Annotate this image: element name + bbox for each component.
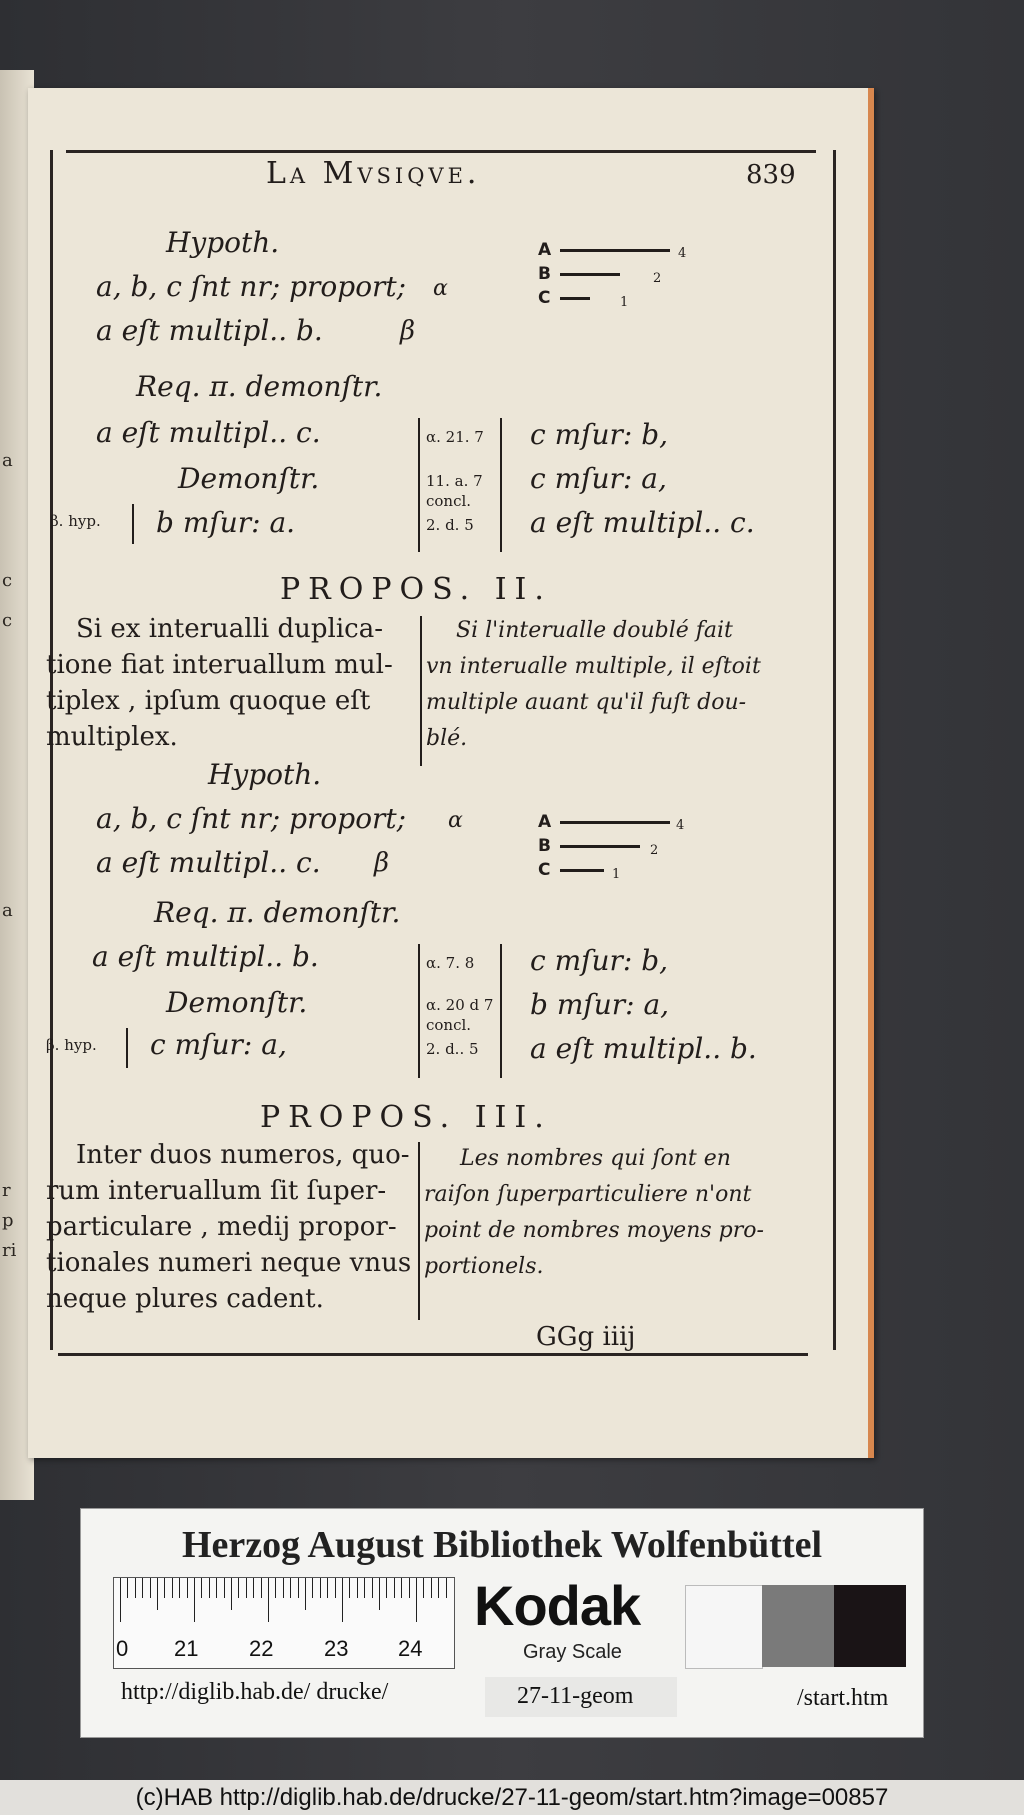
column-rule <box>418 418 420 552</box>
reference: 2. d. 5 <box>426 516 474 534</box>
ruler-tick <box>386 1578 387 1598</box>
ruler-tick <box>364 1578 365 1598</box>
ruler-tick <box>261 1578 262 1598</box>
latin-text-line: tionales numeri neque vnus <box>46 1248 412 1278</box>
ruler-tick <box>135 1578 136 1598</box>
reference: α. 7. 8 <box>426 954 475 972</box>
ruler-tick <box>379 1578 380 1610</box>
hypoth-line: a eſt multipl.. c. <box>96 846 321 879</box>
column-rule <box>126 1028 128 1068</box>
ruler-number: 22 <box>249 1636 274 1661</box>
french-text-line: multiple auant qu'il fuſt dou- <box>426 690 747 715</box>
label-beta: β <box>374 848 390 878</box>
french-text-line: portionels. <box>424 1254 544 1279</box>
ruler-tick <box>194 1578 195 1622</box>
edge-fragment: c <box>2 570 13 591</box>
url-prefix: http://diglib.hab.de/ drucke/ <box>121 1679 389 1705</box>
hypoth-label: Hypoth. <box>166 226 280 259</box>
ruler-tick <box>357 1578 358 1598</box>
ruler-tick <box>290 1578 291 1598</box>
edge-fragment: a <box>2 450 13 471</box>
ruler-tick <box>150 1578 151 1598</box>
signature-mark: GGg iiij <box>536 1322 636 1352</box>
reference: concl. <box>426 1016 472 1034</box>
ruler-number: 23 <box>324 1636 349 1661</box>
hypoth-label: Hypoth. <box>208 758 322 791</box>
ruler-tick <box>283 1578 284 1598</box>
segment-value: 1 <box>620 295 629 310</box>
latin-text-line: tiplex , ipſum quoque eſt <box>46 686 371 716</box>
ruler-number: 21 <box>174 1636 199 1661</box>
ruler-tick <box>201 1578 202 1598</box>
segment-c <box>560 869 604 872</box>
requirement-label: Req. π. demonſtr. <box>154 896 401 929</box>
label-beta: β <box>400 316 416 346</box>
latin-text-line: tione fiat interuallum mul- <box>46 650 393 680</box>
segment-b <box>560 845 640 848</box>
segment-value: 2 <box>650 843 659 858</box>
ruler-tick <box>268 1578 269 1622</box>
gray-scale-label: Gray Scale <box>523 1641 622 1663</box>
ruler-tick <box>209 1578 210 1598</box>
french-text-line: vn interualle multiple, il eſtoit <box>426 654 761 679</box>
french-text-line: Si l'interualle doublé fait <box>456 618 733 643</box>
url-suffix: /start.htm <box>797 1685 889 1711</box>
kodak-logo: Kodak <box>474 1574 641 1637</box>
ruler-tick <box>342 1578 343 1622</box>
edge-fragment: p <box>2 1210 14 1231</box>
ruler-tick <box>372 1578 373 1598</box>
latin-text-line: Si ex interualli duplica- <box>76 614 383 644</box>
latin-text-line: multiplex. <box>46 722 178 752</box>
hypothesis-reference: β. hyp. <box>50 512 101 530</box>
statement: a eſt multipl.. b. <box>530 1032 757 1065</box>
segment-a <box>560 249 670 252</box>
ruler-tick <box>446 1578 447 1598</box>
demonstration-label: Demonſtr. <box>178 462 320 495</box>
ruler-tick <box>157 1578 158 1610</box>
proposition-heading: PROPOS. III. <box>260 1100 552 1135</box>
reference: 2. d.. 5 <box>426 1040 479 1058</box>
ruler-tick <box>172 1578 173 1598</box>
latin-text-line: Inter duos numeros, quo- <box>76 1140 410 1170</box>
ruler-tick <box>298 1578 299 1598</box>
ruler-tick <box>216 1578 217 1598</box>
latin-text-line: neque plures cadent. <box>46 1284 324 1314</box>
column-rule <box>500 944 502 1078</box>
reference: α. 20 d 7 <box>426 996 494 1014</box>
statement: b mſur: a, <box>530 988 670 1021</box>
ruler-number: 0 <box>116 1636 129 1661</box>
segment-c <box>560 297 590 300</box>
ruler-tick <box>246 1578 247 1598</box>
column-rule <box>418 1142 420 1320</box>
footer-rule <box>58 1353 808 1356</box>
label-alpha: α <box>448 808 463 833</box>
column-rule <box>500 418 502 552</box>
diagram-label: C <box>538 860 551 880</box>
hypoth-line: a, b, c ſnt nr; proport; <box>96 270 407 303</box>
segment-value: 4 <box>678 246 687 261</box>
edge-fragment: a <box>2 900 13 921</box>
diagram-label: A <box>538 240 552 260</box>
french-text-line: Les nombres qui ſont en <box>460 1146 731 1171</box>
page-number: 839 <box>746 160 796 190</box>
statement: c mſur: a, <box>530 462 667 495</box>
french-text-line: blé. <box>426 726 468 751</box>
ruler-number: 24 <box>398 1636 423 1661</box>
swatch-gray <box>762 1585 834 1667</box>
edge-fragment: ri <box>2 1240 17 1261</box>
ruler-tick <box>349 1578 350 1598</box>
ruler-tick <box>238 1578 239 1598</box>
measurement-ruler <box>113 1577 455 1669</box>
segment-value: 4 <box>676 818 685 833</box>
french-text-line: point de nombres moyens pro- <box>424 1218 764 1243</box>
diagram-label: A <box>538 812 552 832</box>
ruler-tick <box>401 1578 402 1598</box>
url-id: 27-11-geom <box>517 1683 634 1709</box>
reference: α. 21. 7 <box>426 428 484 446</box>
ruler-tick <box>179 1578 180 1598</box>
requirement-line: a eſt multipl.. b. <box>92 940 319 973</box>
ruler-tick <box>187 1578 188 1598</box>
demonstration-label: Demonſtr. <box>166 986 308 1019</box>
ruler-tick <box>431 1578 432 1598</box>
latin-text-line: particulare , medij propor- <box>46 1212 397 1242</box>
copyright-footer: (c)HAB http://diglib.hab.de/drucke/27-11-geom/start.htm?image=00857 <box>0 1780 1024 1815</box>
ruler-tick <box>231 1578 232 1610</box>
ruler-tick <box>394 1578 395 1598</box>
ruler-tick <box>253 1578 254 1598</box>
ruler-tick <box>438 1578 439 1598</box>
reference: 11. a. 7 <box>426 472 483 490</box>
ruler-tick <box>224 1578 225 1598</box>
latin-text-line: rum interuallum ſit ſuper- <box>46 1176 387 1206</box>
french-text-line: raiſon ſuperparticuliere n'ont <box>424 1182 752 1207</box>
diagram-label: B <box>538 836 551 856</box>
ruler-tick <box>142 1578 143 1598</box>
statement: a eſt multipl.. c. <box>530 506 755 539</box>
requirement-line: a eſt multipl.. c. <box>96 416 321 449</box>
ruler-tick <box>409 1578 410 1598</box>
ruler-tick <box>164 1578 165 1598</box>
proposition-heading: PROPOS. II. <box>280 572 552 607</box>
diagram-label: B <box>538 264 551 284</box>
library-name: Herzog August Bibliothek Wolfenbüttel <box>181 1524 823 1566</box>
diagram-label: C <box>538 288 551 308</box>
hypoth-line: a eſt multipl.. b. <box>96 314 323 347</box>
column-rule <box>420 616 422 766</box>
label-alpha: α <box>433 276 448 301</box>
ruler-tick <box>275 1578 276 1598</box>
hypoth-line: a, b, c ſnt nr; proport; <box>96 802 407 835</box>
edge-fragment: r <box>2 1180 11 1201</box>
swatch-black <box>834 1585 906 1667</box>
ruler-tick <box>127 1578 128 1598</box>
ruler-tick <box>305 1578 306 1610</box>
segment-value: 2 <box>653 271 662 286</box>
book-page <box>28 88 874 1458</box>
hypothesis-statement: c mſur: a, <box>150 1028 287 1061</box>
segment-a <box>560 821 670 824</box>
column-rule <box>418 944 420 1078</box>
ruler-tick <box>423 1578 424 1598</box>
statement: c mſur: b, <box>530 944 669 977</box>
segment-value: 1 <box>612 867 621 882</box>
edge-fragment: c <box>2 610 13 631</box>
header-rule <box>66 150 816 153</box>
color-target-card <box>80 1508 924 1738</box>
ruler-tick <box>327 1578 328 1598</box>
reference: concl. <box>426 492 472 510</box>
hypothesis-statement: b mſur: a. <box>156 506 296 539</box>
segment-b <box>560 273 620 276</box>
swatch-white <box>685 1585 763 1669</box>
statement: c mſur: b, <box>530 418 669 451</box>
ruler-tick <box>320 1578 321 1598</box>
ruler-tick <box>335 1578 336 1598</box>
hypothesis-reference: β. hyp. <box>46 1036 97 1054</box>
column-rule <box>132 504 134 544</box>
requirement-label: Req. π. demonſtr. <box>136 370 383 403</box>
running-title: La Mvsiqve. <box>266 156 481 191</box>
ruler-tick <box>120 1578 121 1622</box>
ruler-tick <box>312 1578 313 1598</box>
ruler-tick <box>416 1578 417 1622</box>
